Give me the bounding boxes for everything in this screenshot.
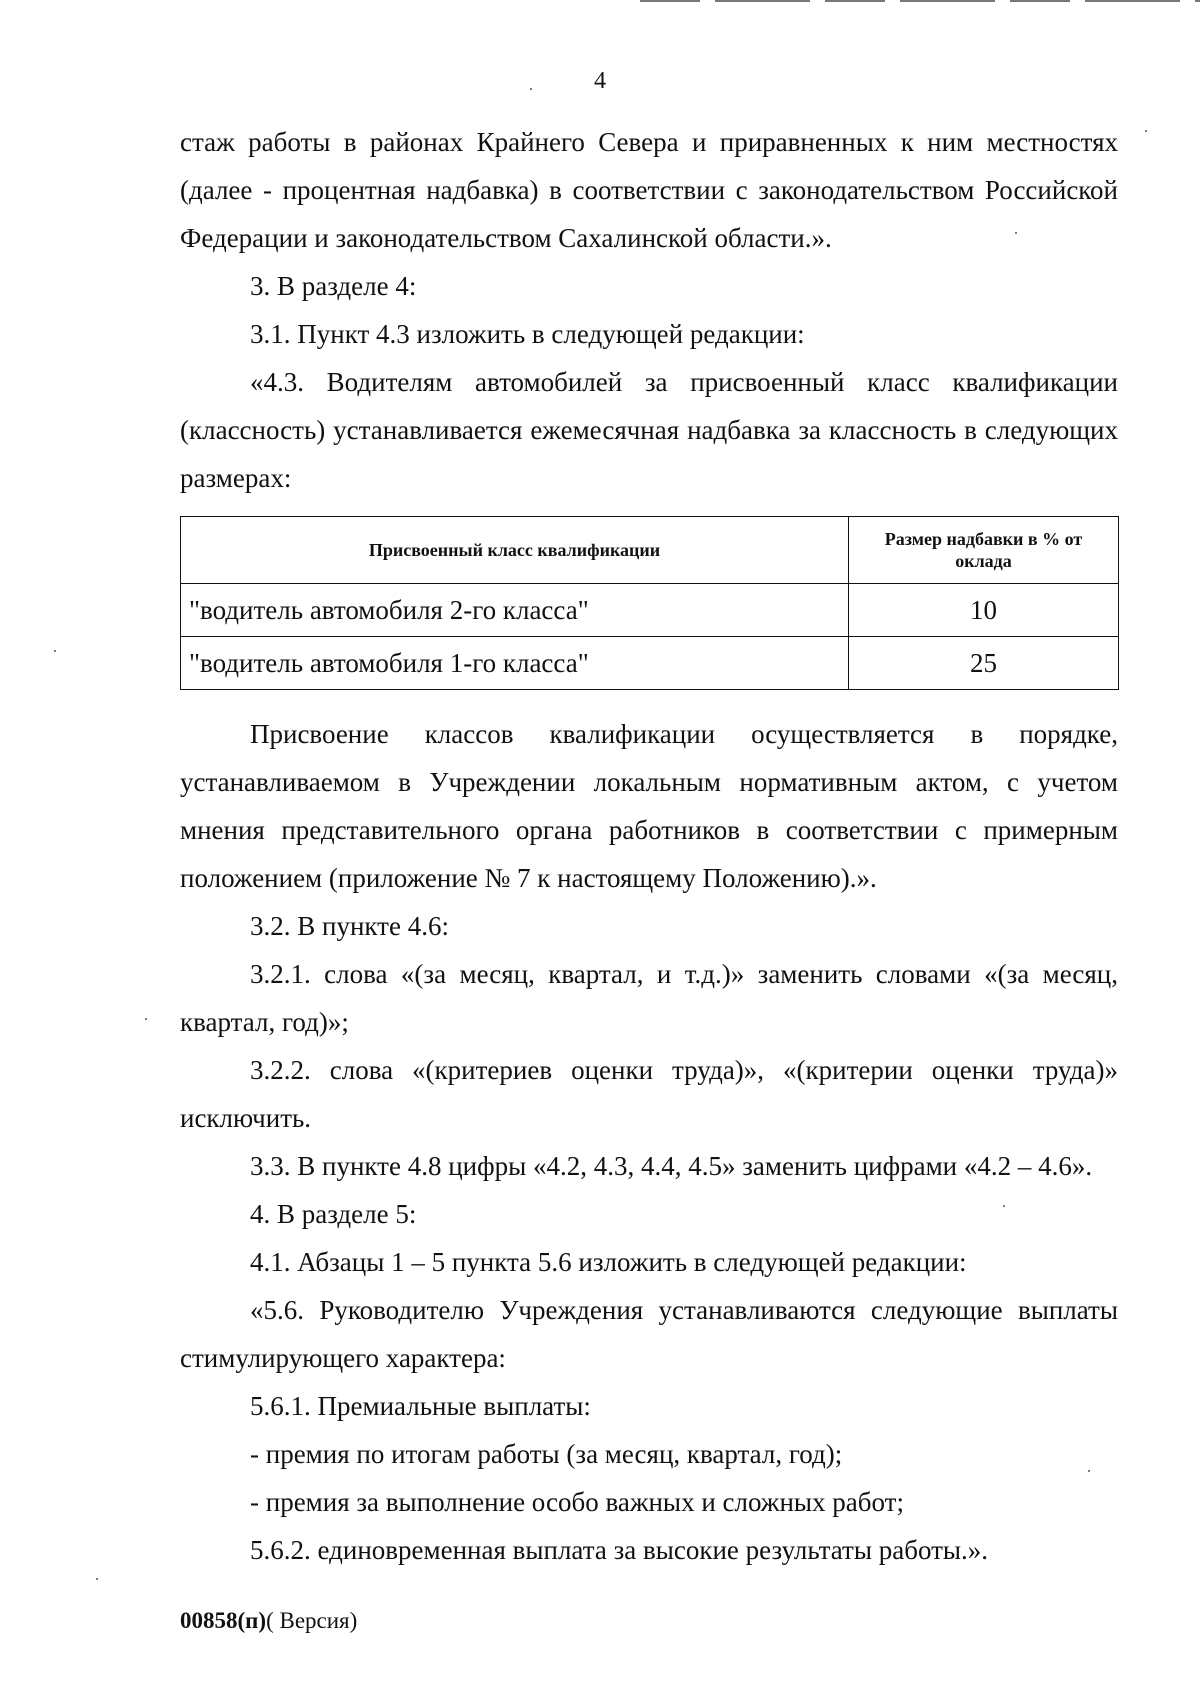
table-header-class: Присвоенный класс квалификации <box>181 517 849 584</box>
document-footer-code <box>180 1606 357 1636</box>
scan-speck <box>1145 130 1147 132</box>
document-version: ( Версия) <box>266 1608 358 1633</box>
paragraph-item-5-6-1: 5.6.1. Премиальные выплаты: <box>250 1391 591 1421</box>
classification-allowance-table <box>180 516 1119 690</box>
scan-speck <box>54 650 56 652</box>
table-cell-rate: 25 <box>849 637 1119 690</box>
table-cell-class: "водитель автомобиля 1-го класса" <box>181 637 849 690</box>
top-edge-rule <box>640 0 1200 2</box>
scan-speck <box>530 88 532 90</box>
paragraph-section-5: 4. В разделе 5: <box>250 1199 417 1229</box>
scan-speck <box>145 1018 147 1020</box>
scan-speck <box>1015 232 1017 234</box>
paragraph-item-3-2-2: 3.2.2. слова «(критериев оценки труда)», «(критерии оценки труда)» исключить. <box>180 1055 1118 1133</box>
scan-speck <box>1003 1205 1005 1207</box>
paragraph-item-3-1: 3.1. Пункт 4.3 изложить в следующей редакции: <box>250 319 805 349</box>
paragraph-item-4-1: 4.1. Абзацы 1 – 5 пункта 5.6 изложить в следующей редакции: <box>250 1247 967 1277</box>
paragraph-item-3-3: 3.3. В пункте 4.8 цифры «4.2, 4.3, 4.4, 4.5» заменить цифрами «4.2 – 4.6». <box>250 1151 1093 1181</box>
scan-speck <box>1088 1470 1090 1472</box>
table-row <box>181 637 1119 690</box>
paragraph-bonus-special-work: - премия за выполнение особо важных и сложных работ; <box>250 1487 904 1517</box>
document-body <box>180 118 1118 1574</box>
paragraph-section-4: 3. В разделе 4: <box>250 271 417 301</box>
table-header-rate: Размер надбавки в % от оклада <box>849 517 1119 584</box>
table-row <box>181 584 1119 637</box>
classification-allowance-table-wrapper <box>180 516 1118 690</box>
table-cell-rate: 10 <box>849 584 1119 637</box>
paragraph-class-assignment: Присвоение классов квалификации осуществляется в порядке, устанавливаемом в Учреждении локальным нормативным актом, с учетом мнения представительного органа работников в соответствии с примерным положением (приложение № 7 к настоящему Положению).». <box>180 719 1118 893</box>
table-cell-class: "водитель автомобиля 2-го класса" <box>181 584 849 637</box>
document-code: 00858(п) <box>180 1608 267 1633</box>
paragraph-item-5-6: «5.6. Руководителю Учреждения устанавливаются следующие выплаты стимулирующего характера: <box>180 1295 1118 1373</box>
scan-speck <box>96 1578 98 1580</box>
paragraph-item-4-3: «4.3. Водителям автомобилей за присвоенный класс квалификации (классность) устанавливается ежемесячная надбавка за классность в следующих размерах: <box>180 367 1118 493</box>
paragraph-item-5-6-2: 5.6.2. единовременная выплата за высокие результаты работы.». <box>250 1535 989 1565</box>
paragraph-item-3-2-1: 3.2.1. слова «(за месяц, квартал, и т.д.)» заменить словами «(за месяц, квартал, год)»; <box>180 959 1118 1037</box>
paragraph-item-3-2: 3.2. В пункте 4.6: <box>250 911 449 941</box>
page-number: 4 <box>594 68 606 94</box>
paragraph-continuation: стаж работы в районах Крайнего Севера и приравненных к ним местностях (далее - процентная надбавка) в соответствии с законодательством Российской Федерации и законодательством Сахалинской области.». <box>180 127 1118 253</box>
paragraph-bonus-results: - премия по итогам работы (за месяц, квартал, год); <box>250 1439 843 1469</box>
table-header-row <box>181 517 1119 584</box>
